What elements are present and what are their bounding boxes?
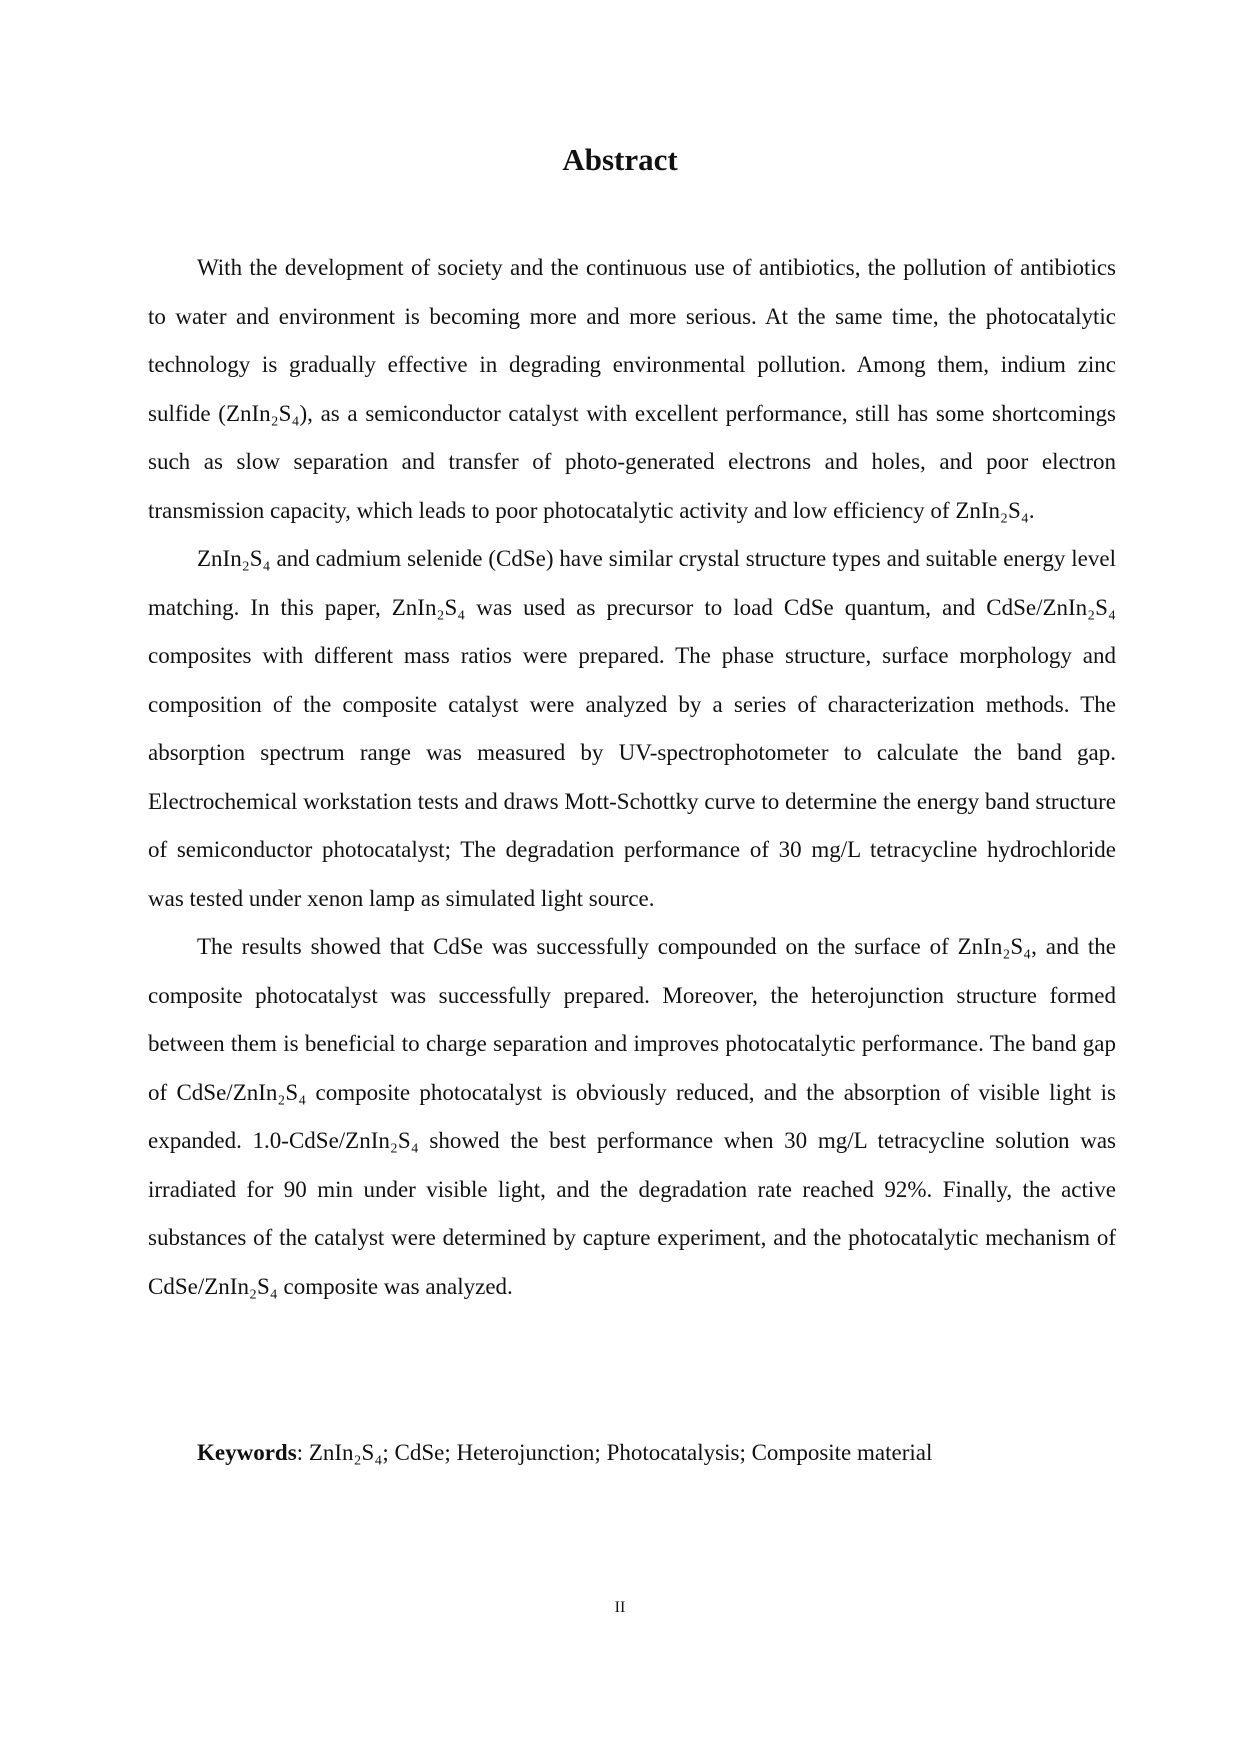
page-title: Abstract [562,142,678,177]
keywords-text: ZnIn₂S₄; CdSe; Heterojunction; Photocatalysis; Composite material [308,1440,933,1465]
abstract-paragraph-1: With the development of society and the continuous use of antibiotics, the pollution of antibiotics to water and environment is becoming more and more serious. At the same time, the photocatalytic technology is gradually effective in degrading environmental pollution. Among them, indium zinc sulfide (ZnIn₂S₄), as a semiconductor catalyst with excellent performance, still has some shortcomings such as slow separation and transfer of photo-generated electrons and holes, and poor electron transmission capacity, which leads to poor photocatalytic activity and low efficiency of ZnIn₂S₄. [148,255,1116,523]
keywords-separator: : [296,1440,309,1465]
page-number: II [614,1599,626,1616]
abstract-paragraph-3: The results showed that CdSe was successfully compounded on the surface of ZnIn₂S₄, and the composite photocatalyst was successfully prepared. Moreover, the heterojunction structure formed between them is beneficial to charge separation and improves photocatalytic performance. The band gap of CdSe/ZnIn₂S₄ composite photocatalyst is obviously reduced, and the absorption of visible light is expanded. 1.0-CdSe/ZnIn₂S₄ showed the best performance when 30 mg/L tetracycline solution was irradiated for 90 min under visible light, and the degradation rate reached 92%. Finally, the active substances of the catalyst were determined by capture experiment, and the photocatalytic mechanism of CdSe/ZnIn₂S₄ composite was analyzed. [148,934,1116,1299]
abstract-body [148,244,1116,1311]
keywords-line [148,1433,1116,1473]
abstract-paragraph-2: ZnIn₂S₄ and cadmium selenide (CdSe) have similar crystal structure types and suitable energy level matching. In this paper, ZnIn₂S₄ was used as precursor to load CdSe quantum, and CdSe/ZnIn₂S₄ composites with different mass ratios were prepared. The phase structure, surface morphology and composition of the composite catalyst were analyzed by a series of characterization methods. The absorption spectrum range was measured by UV-spectrophotometer to calculate the band gap. Electrochemical workstation tests and draws Mott-Schottky curve to determine the energy band structure of semiconductor photocatalyst; The degradation performance of 30 mg/L tetracycline hydrochloride was tested under xenon lamp as simulated light source. [148,546,1116,911]
keywords-label: Keywords [197,1440,297,1465]
